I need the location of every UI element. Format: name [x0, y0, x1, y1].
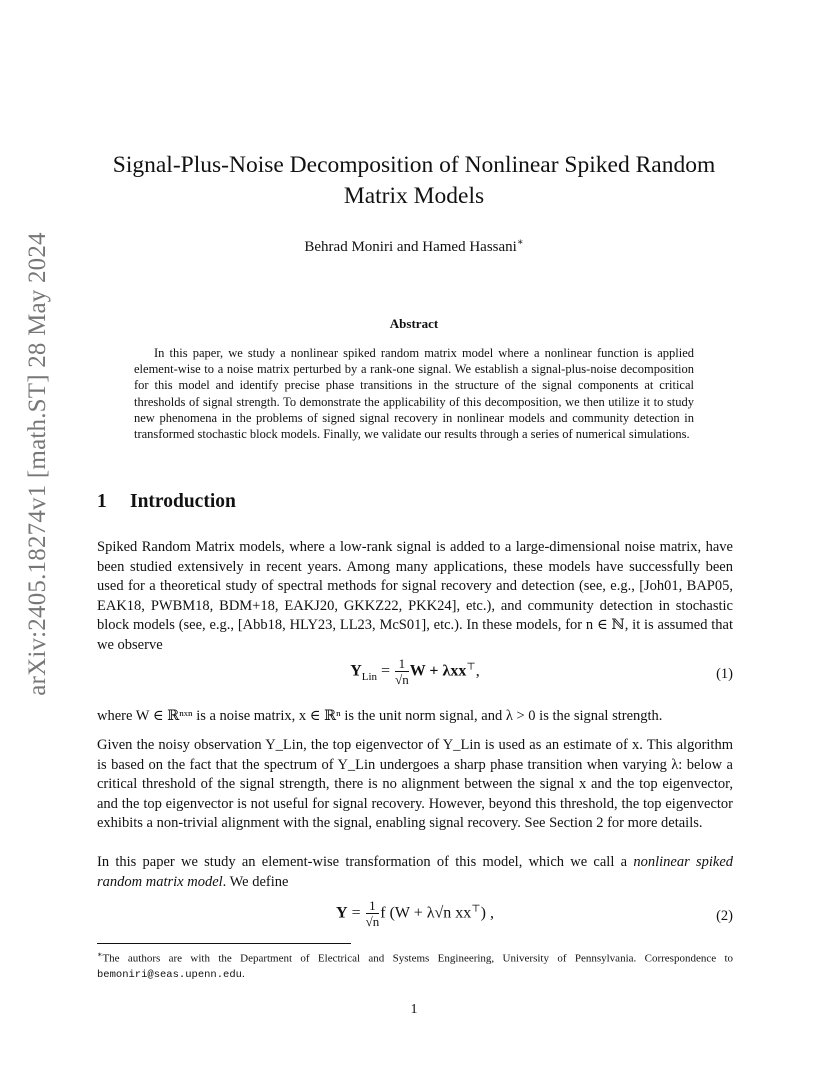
intro-paragraph-1: Spiked Random Matrix models, where a low-rank signal is added to a large-dimensional noise matrix, have been studied extensively in recent years. Among many applications, these models have successfully been used for a theoretical study of spectral methods for signal recovery and detection (see, e.g., [Joh01, BAP05, EAK18, PWBM18, BDM+18, EAKJ20, GKKZ22, PKK24], etc.), and community detection in stochastic block models (see, e.g., [Abb18, HLY23, LL23, McS01], etc.). In these models, for n ∈ ℕ, it is assumed that we observe: [97, 539, 733, 653]
author-email-link[interactable]: bemoniri@seas.upenn.edu: [97, 968, 242, 981]
intro-paragraph-4: In this paper we study an element-wise transformation of this model, which we call a nonlinear spiked random matrix model. We define: [97, 854, 734, 890]
equation-1: [97, 654, 733, 704]
author-footnote-mark: ∗: [516, 237, 524, 248]
intro-paragraph-3: Given the noisy observation Y_Lin, the top eigenvector of Y_Lin is used as an estimate of x. This algorithm is based on the fact that the spectrum of Y_Lin undergoes a sharp phase transition when varying λ: below a critical threshold of the signal strength, there is no alignment between the signal x and the top eigenvector, and the top eigenvector is not useful for signal recovery. However, beyond this threshold, the top eigenvector exhibits a non-trivial alignment with the signal, enabling signal recovery. See Section 2 for more details.: [97, 737, 733, 831]
term-nonlinear-spiked-model: nonlinear spiked random matrix model: [97, 854, 734, 890]
equation-2-body: Y = $\frac{1}{√n}$ f (W + λ√n xx⊤) ,: [336, 898, 494, 929]
fraction-1-over-sqrt-n: $\frac{1}{√n}$: [395, 656, 409, 687]
title-line-1: Signal-Plus-Noise Decomposition of Nonlinear Spiked Random: [112, 152, 716, 178]
abstract-heading: Abstract: [389, 316, 439, 331]
section-number: 1: [97, 491, 107, 512]
footnote-rule: [97, 943, 351, 944]
section-title: Introduction: [130, 491, 236, 512]
equation-1-number: (1): [716, 666, 733, 682]
author-names: Behrad Moniri and Hamed Hassani: [304, 239, 517, 255]
footnote: ∗The authors are with the Department of Electrical and Systems Engineering, University of Pennsylvania. Correspondence to bemoniri@seas.upenn.edu.: [97, 950, 733, 981]
fraction-1-over-sqrt-n-2: $\frac{1}{√n}$: [365, 898, 380, 929]
title-line-2: Matrix Models: [343, 183, 485, 209]
intro-paragraph-2: where W ∈ ℝⁿˣⁿ is a noise matrix, x ∈ ℝⁿ is the unit norm signal, and λ > 0 is the signal strength.: [97, 708, 663, 724]
equation-2-number: (2): [716, 908, 733, 924]
abstract-text: In this paper, we study a nonlinear spiked random matrix model where a nonlinear function is applied element-wise to a noise matrix perturbed by a rank-one signal. We establish a signal-plus-noise decomposition for this model and identify precise phase transitions in the structure of the signal components at critical thresholds of signal strength. To demonstrate the applicability of this decomposition, we then utilize it to study new phenomena in the problems of signed signal recovery in nonlinear models and community detection in transformed stochastic block models. Finally, we validate our results through a series of numerical simulations.: [134, 346, 694, 442]
section-heading: [97, 491, 236, 513]
paper-title: [0, 150, 828, 212]
author-list: [0, 237, 828, 256]
equation-1-body: $Y_{Lin}$ = $\frac{1}{√n}$ W + λxx⊤,: [350, 656, 480, 687]
equation-2: [97, 894, 733, 944]
page-number: 1: [410, 1002, 418, 1017]
arxiv-identifier: arXiv:2405.18274v1 [math.ST] 28 May 2024: [24, 232, 51, 696]
